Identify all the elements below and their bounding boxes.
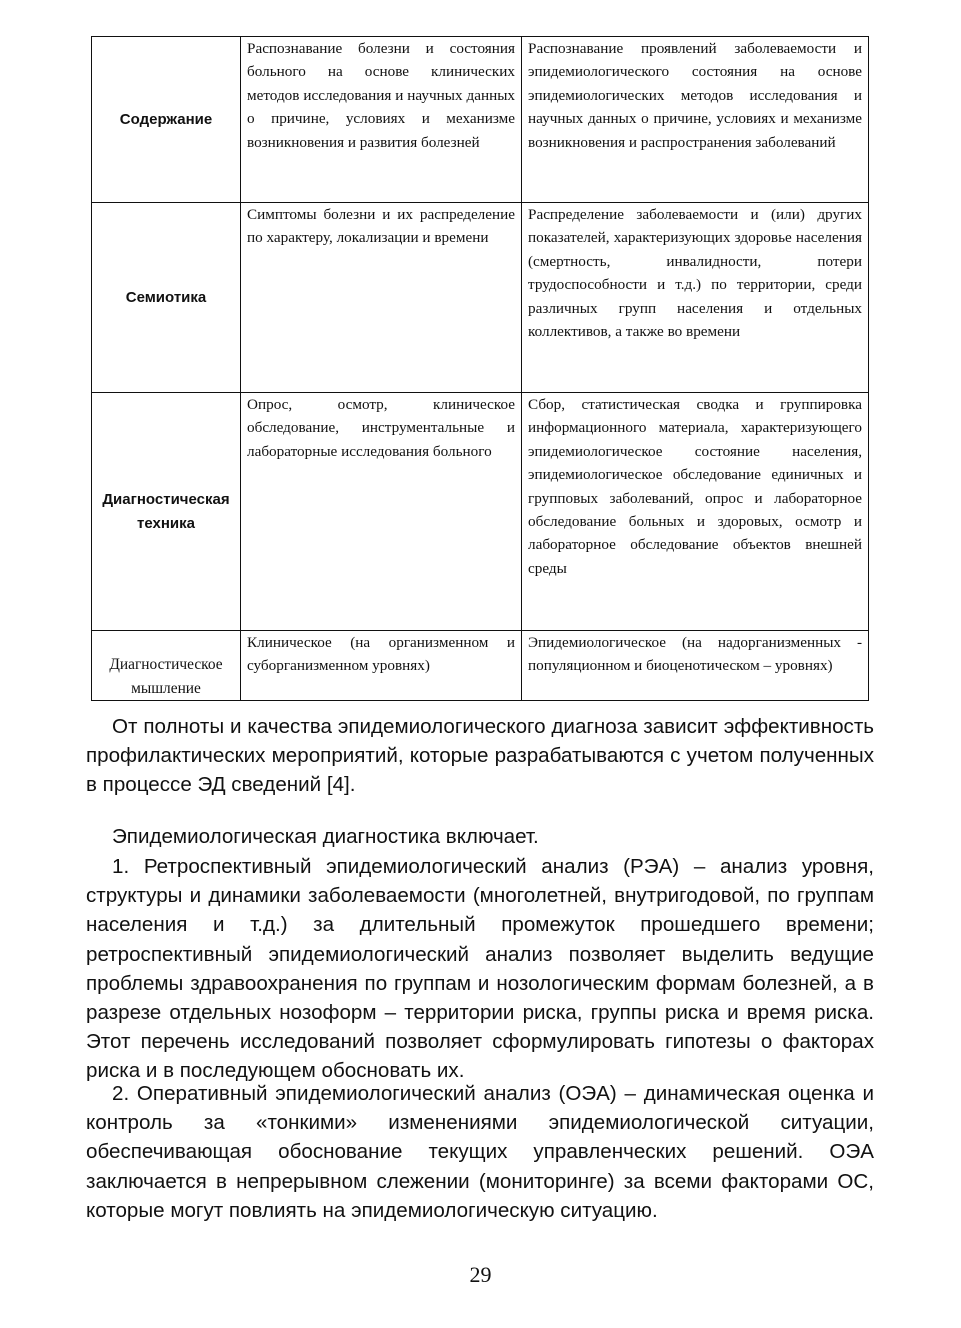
row-header: Диагностическое мышление (92, 631, 241, 701)
paragraph-diagnosis-effectiveness: От полноты и качества эпидемиологического диагноза зависит эффективность профилактических мероприятий, которые разрабатываются с учетом полученных в процессе ЭД сведений [4]. (86, 715, 874, 797)
row-header: Семиотика (92, 203, 241, 393)
clinical-cell: Симптомы болезни и их распределение по характеру, локализации и времени (241, 203, 522, 393)
clinical-cell: Опрос, осмотр, клиническое обследование, инструментальные и лабораторные исследования больного (241, 393, 522, 631)
table-row (92, 631, 869, 701)
list-item-operative-analysis: 2. Оперативный эпидемиологический анализ (ОЭА) – динамическая оценка и контроль за «тонкими» изменениями эпидемиологической ситуации, обеспечивающая обоснование текущих управленческих решений. ОЭА заключается в непрерывном слежении (мониторинге) за всеми факторами ОС, которые могут повлиять на эпидемиологическую ситуацию. (86, 1082, 874, 1222)
paragraph-diagnostics-intro: Эпидемиологическая диагностика включает. (112, 825, 539, 848)
epidemiological-cell: Эпидемиологическое (на надорганизменных - популяционном и биоценотическом – уровнях) (522, 631, 869, 701)
list-item-retrospective-analysis: 1. Ретроспективный эпидемиологический анализ (РЭА) – анализ уровня, структуры и динамики заболеваемости (многолетней, внутригодовой, по группам населения и т.д.) за длительный промежуток прошедшего времени; ретроспективный эпидемиологический анализ позволяет выделить ведущие проблемы здравоохранения по группам и нозологическим формам болезней, а в разрезе отдельных нозоформ – территории риска, группы риска и время риска. Этот перечень исследований позволяет сформулировать гипотезы о факторах риска и в последующем обосновать их. (86, 855, 874, 1083)
page-number: 29 (469, 1262, 492, 1287)
epidemiological-cell: Распознавание проявлений заболеваемости и эпидемиологического состояния на основе эпидемиологических методов исследования и научных данных о причине, условиях и механизме возникновения и распространения заболеваний (522, 37, 869, 203)
row-header: Диагностическая техника (92, 393, 241, 631)
table-row (92, 203, 869, 393)
epidemiological-cell: Распределение заболеваемости и (или) других показателей, характеризующих здоровье населения (смертность, инвалидности, потери трудоспособности и т.д.) по территории, среди различных групп населения и отдельных коллективов, а также во времени (522, 203, 869, 393)
comparison-table (91, 36, 869, 701)
epidemiological-cell: Сбор, статистическая сводка и группировка информационного материала, характеризующего эпидемиологическое состояние населения, эпидемиологическое обследование единичных и групповых заболеваний, опрос и лабораторное обследование больных и здоровых, осмотр и лабораторное обследование объектов внешней среды (522, 393, 869, 631)
clinical-cell: Клиническое (на организменном и суборганизменном уровнях) (241, 631, 522, 701)
table-row (92, 37, 869, 203)
row-header: Содержание (92, 37, 241, 203)
table-row (92, 393, 869, 631)
clinical-cell: Распознавание болезни и состояния больного на основе клинических методов исследования и научных данных о причине, условиях и механизме возникновения и развития болезней (241, 37, 522, 203)
